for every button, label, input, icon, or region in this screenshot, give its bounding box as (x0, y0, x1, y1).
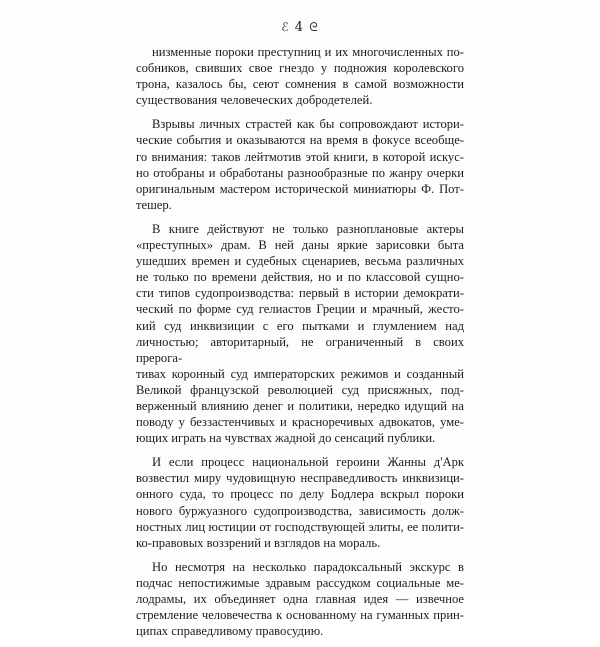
text-line: низменные пороки преступниц и их многочисленных по- (152, 45, 464, 59)
text-line: кий суд инквизиции с его пытками и глумлением над (136, 318, 464, 333)
paragraph (136, 559, 464, 639)
text-line: возвестил миру чудовищную несправедливость инквизици- (136, 471, 464, 486)
body-text (136, 44, 464, 647)
text-line: ческие события и оказываются на время в фокусе всеобще- (136, 133, 464, 148)
text-line: Великой французской революцией суд присяжных, под- (136, 382, 464, 397)
text-line: тивах коронный суд императорских режимов и созданный (136, 366, 464, 381)
left-ornament-icon: ℰ (281, 20, 290, 34)
text-line: «преступных» драм. В ней даны яркие зарисовки быта (136, 238, 464, 253)
text-line: сти типов судопроизводства: первый в истории демократи- (136, 286, 464, 301)
right-ornament-icon: ᘓ (309, 20, 319, 34)
text-line: собников, свивших свое гнездо у подножия королевского (136, 61, 464, 76)
paragraph (136, 44, 464, 108)
text-line: онного суда, то процесс по делу Бодлера вскрыл пороки (136, 487, 464, 502)
text-line: В книге действуют не только разноплановые актеры (152, 221, 464, 236)
text-line: личностью; авторитарный, не ограниченный в своих прерога- (136, 334, 464, 365)
text-line: не только по времени действия, но и по классовой сущно- (136, 270, 464, 285)
text-line: ципах справедливому правосудию. (136, 624, 324, 639)
text-line: подчас непостижимые здравым рассудком социальные ме- (136, 575, 464, 590)
text-line: ческий по форме суд гелиастов Греции и мрачный, жесто- (136, 302, 464, 317)
paragraph (136, 221, 464, 446)
paragraph (136, 116, 464, 213)
text-line: ушедших времен и судебных сценариев, весьма различных (136, 254, 464, 269)
text-line: оригинальным мастером исторической миниатюры Ф. Пот- (136, 181, 464, 196)
page-number: 4 (294, 20, 305, 35)
text-line: трона, казалось бы, сеют сомнения в самой возможности (136, 77, 464, 92)
text-line: ко-правовых воззрений и взглядов на мораль. (136, 535, 381, 550)
text-line: ностных лиц юстиции от господствующей элиты, ее полити- (136, 519, 464, 534)
text-line: И если процесс национальной героини Жанны д'Арк (152, 455, 464, 470)
text-line: го внимания: таков лейтмотив этой книги, в которой искус- (136, 149, 464, 164)
text-line: но отобраны и обработаны разнообразные по жанру очерки (136, 165, 464, 180)
text-line: существования человеческих добродетелей. (136, 93, 373, 108)
text-line: верженный влиянию денег и политики, нередко идущий на (136, 398, 464, 413)
text-line: нового буржуазного судопроизводства, зависимость долж- (136, 503, 464, 518)
text-line: лодрамы, их объединяет одна главная идея — извечное (136, 592, 464, 606)
text-line: стремление человечества к основанному на гуманных прин- (136, 608, 464, 623)
text-line: поводу у беззастенчивых и красноречивых адвокатов, уме- (136, 415, 464, 430)
paragraph (136, 454, 464, 551)
text-line: тешер. (136, 197, 172, 212)
text-line: Взрывы личных страстей как бы сопровождают истори- (152, 117, 464, 132)
text-line: Но несмотря на несколько парадоксальный экскурс в (152, 559, 464, 574)
page-number-header (0, 20, 600, 35)
text-line: ющих играть на чувствах жадной до сенсаций публики. (136, 431, 436, 446)
